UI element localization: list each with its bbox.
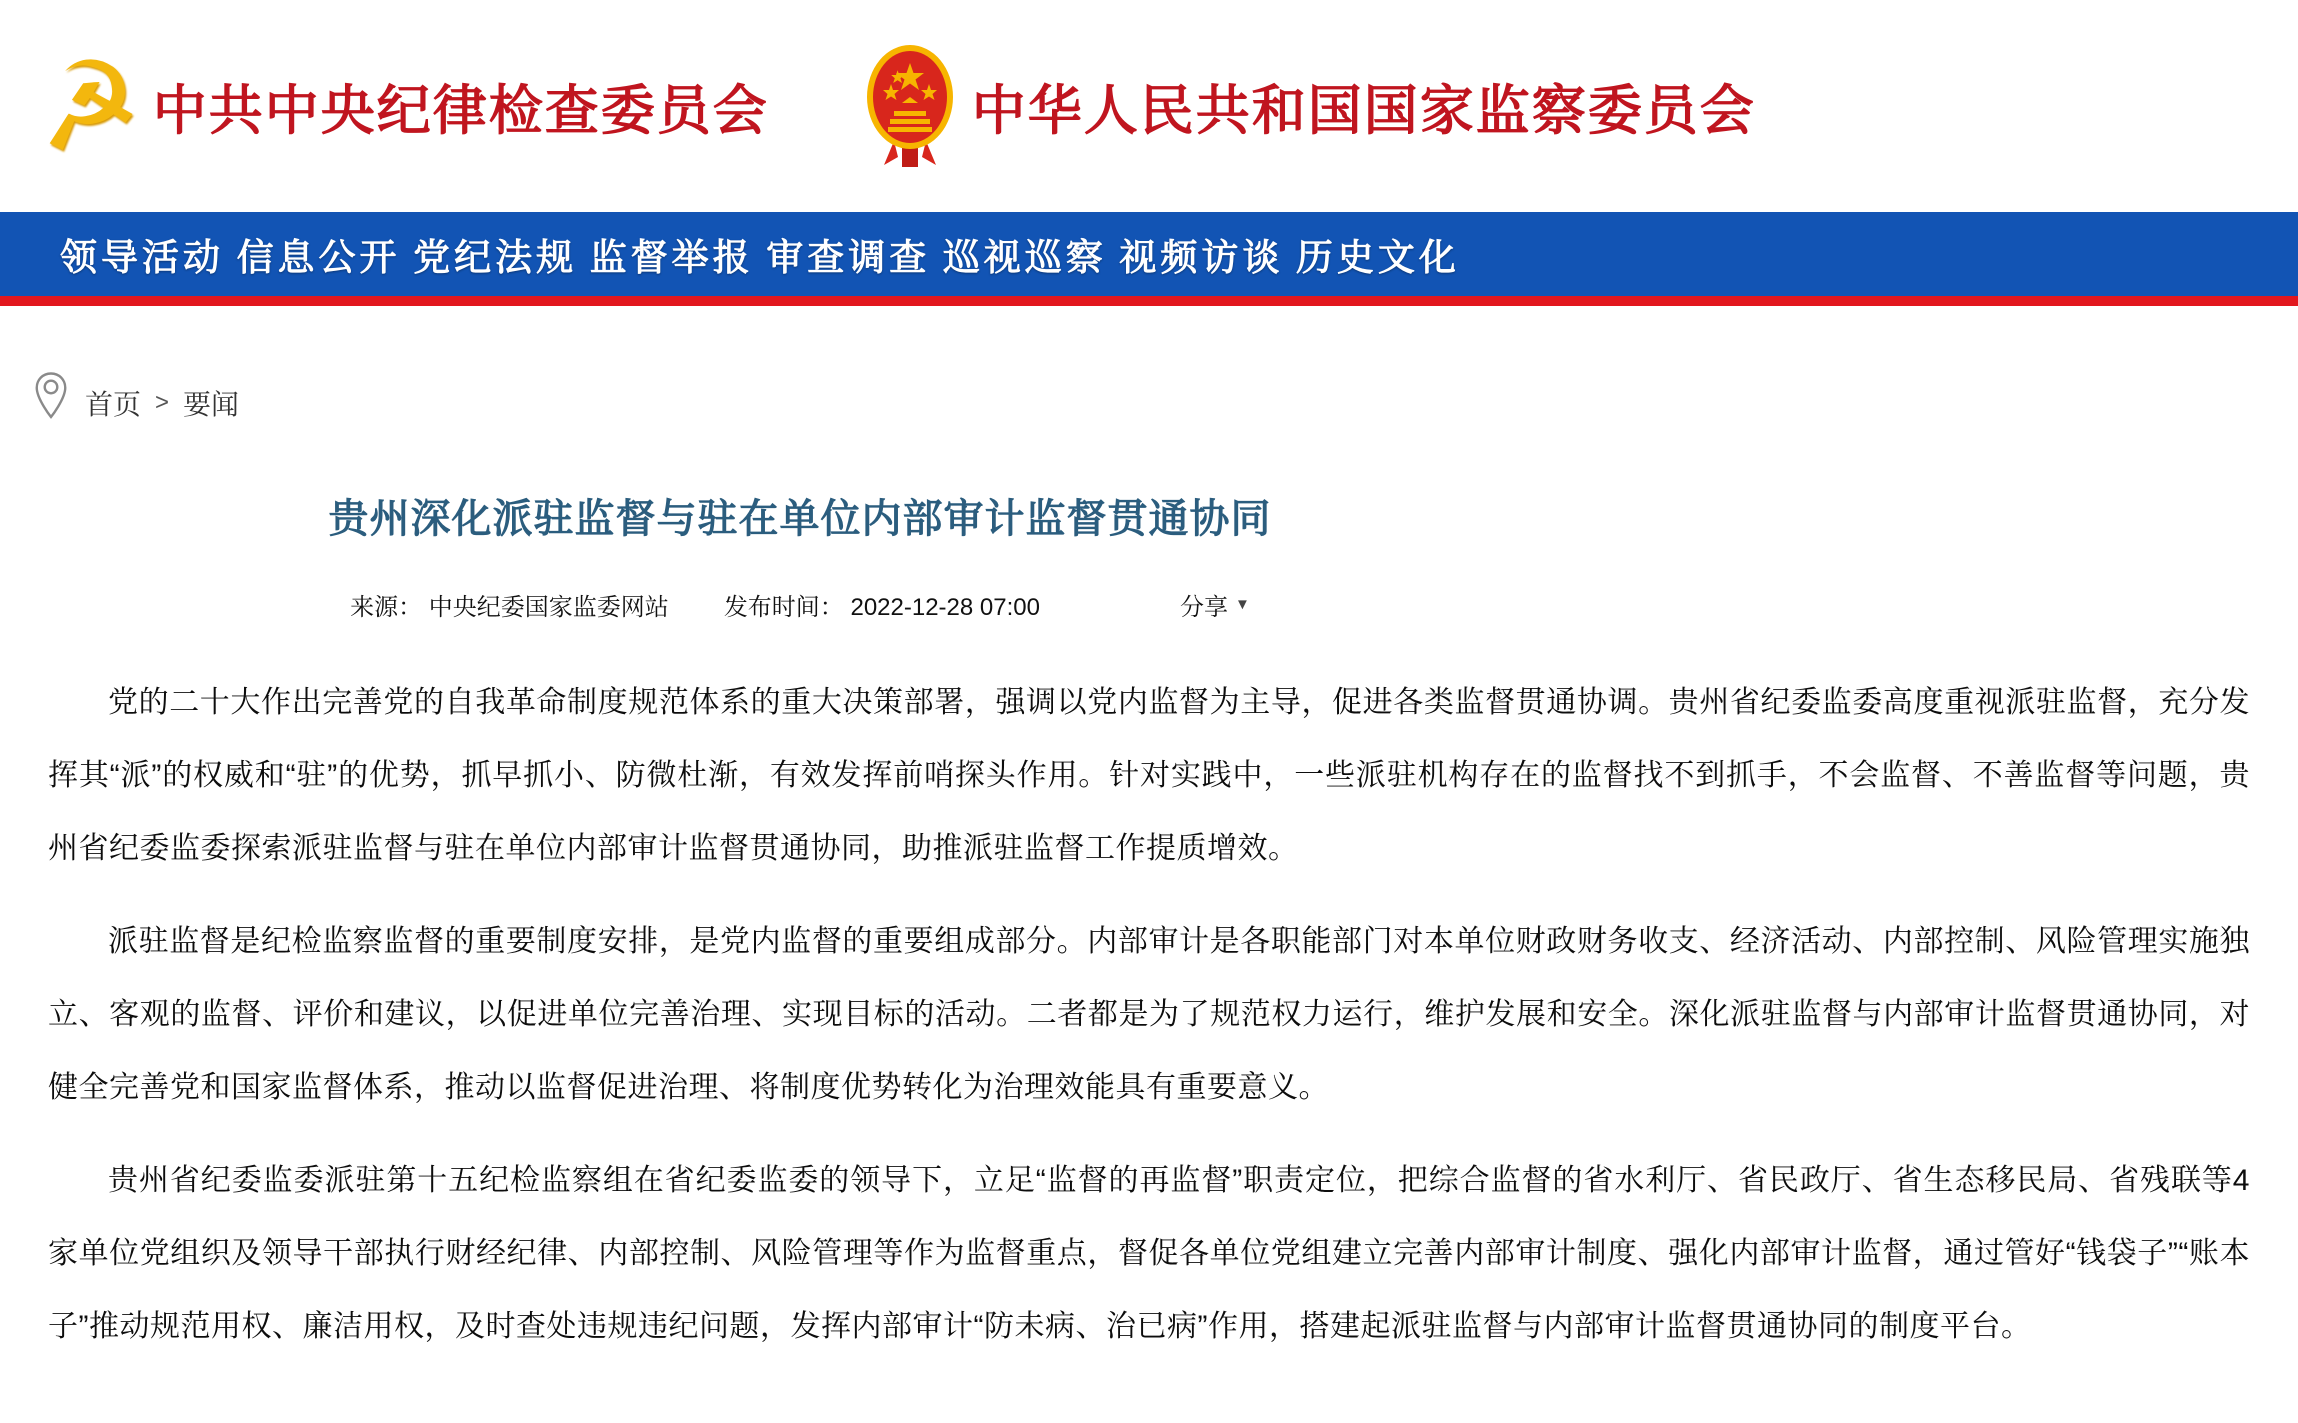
nav-item-regulations[interactable]: 党纪法规	[413, 238, 578, 279]
article-paragraph-2: 派驻监督是纪检监察监督的重要制度安排，是党内监督的重要组成部分。内部审计是各职能部门对本单位财政财务收支、经济活动、内部控制、风险管理实施独立、客观的监督、评价和建议，以促进单位完善治理、实现目标的活动。二者都是为了规范权力运行，维护发展和安全。深化派驻监督与内部审计监督贯通协同，对健全完善党和国家监督体系，推动以监督促进治理、将制度优势转化为治理效能具有重要意义。	[48, 925, 2250, 1104]
share-caret-icon: ▼	[1234, 596, 1250, 613]
article-head	[0, 493, 1600, 622]
national-emblem-icon	[864, 41, 956, 172]
article-title: 贵州深化派驻监督与驻在单位内部审计监督贯通协同	[328, 497, 1272, 541]
breadcrumb	[33, 370, 2298, 435]
nav-item-inspection[interactable]: 巡视巡察	[942, 238, 1107, 279]
breadcrumb-separator: >	[155, 388, 170, 416]
breadcrumb-current-link[interactable]: 要闻	[183, 388, 240, 420]
location-pin-icon	[33, 370, 69, 435]
breadcrumb-home-link[interactable]: 首页	[85, 388, 142, 420]
article-publish-time: 发布时间： 2022-12-28 07:00	[723, 594, 1040, 621]
site-header	[0, 0, 2298, 212]
article-source: 来源： 中央纪委国家监委网站	[350, 594, 669, 621]
share-label: 分享	[1179, 594, 1228, 621]
nsc-org-name: 中华人民共和国国家监察委员会	[971, 80, 1756, 141]
nav-inner	[0, 227, 1520, 281]
party-emblem-icon: ☭	[26, 33, 150, 179]
share-button[interactable]	[1180, 587, 1250, 622]
article-meta	[0, 587, 1600, 622]
nav-item-video[interactable]: 视频访谈	[1119, 238, 1284, 279]
red-stripe-divider	[0, 296, 2298, 306]
nav-item-history[interactable]: 历史文化	[1295, 238, 1460, 279]
main-nav	[0, 212, 2298, 296]
article-body	[0, 622, 2298, 1393]
article-paragraph-3: 贵州省纪委监委派驻第十五纪检监察组在省纪委监委的领导下，立足“监督的再监督”职责定位，把综合监督的省水利厅、省民政厅、省生态移民局、省残联等4家单位党组织及领导干部执行财经纪律、内部控制、风险管理等作为监督重点，督促各单位党组建立完善内部审计制度、强化内部审计监督，通过管好“钱袋子”“账本子”推动规范用权、廉洁用权，及时查处违规违纪问题，发挥内部审计“防未病、治已病”作用，搭建起派驻监督与内部审计监督贯通协同的制度平台。	[48, 1164, 2250, 1343]
nav-item-investigation[interactable]: 审查调查	[766, 238, 931, 279]
nav-item-leadership[interactable]: 领导活动	[60, 238, 224, 279]
ccdi-logo[interactable]	[26, 33, 769, 179]
ccdi-org-name: 中共中央纪律检查委员会	[152, 80, 769, 141]
article-paragraph-1: 党的二十大作出完善党的自我革命制度规范体系的重大决策部署，强调以党内监督为主导，促进各类监督贯通协调。贵州省纪委监委高度重视派驻监督，充分发挥其“派”的权威和“驻”的优势，抓早抓小、防微杜渐，有效发挥前哨探头作用。针对实践中，一些派驻机构存在的监督找不到抓手，不会监督、不善监督等问题，贵州省纪委监委探索派驻监督与驻在单位内部审计监督贯通协同，助推派驻监督工作提质增效。	[48, 686, 2250, 865]
nav-item-report[interactable]: 监督举报	[589, 238, 754, 279]
nav-item-information[interactable]: 信息公开	[236, 238, 401, 279]
nsc-logo[interactable]	[864, 41, 1756, 172]
